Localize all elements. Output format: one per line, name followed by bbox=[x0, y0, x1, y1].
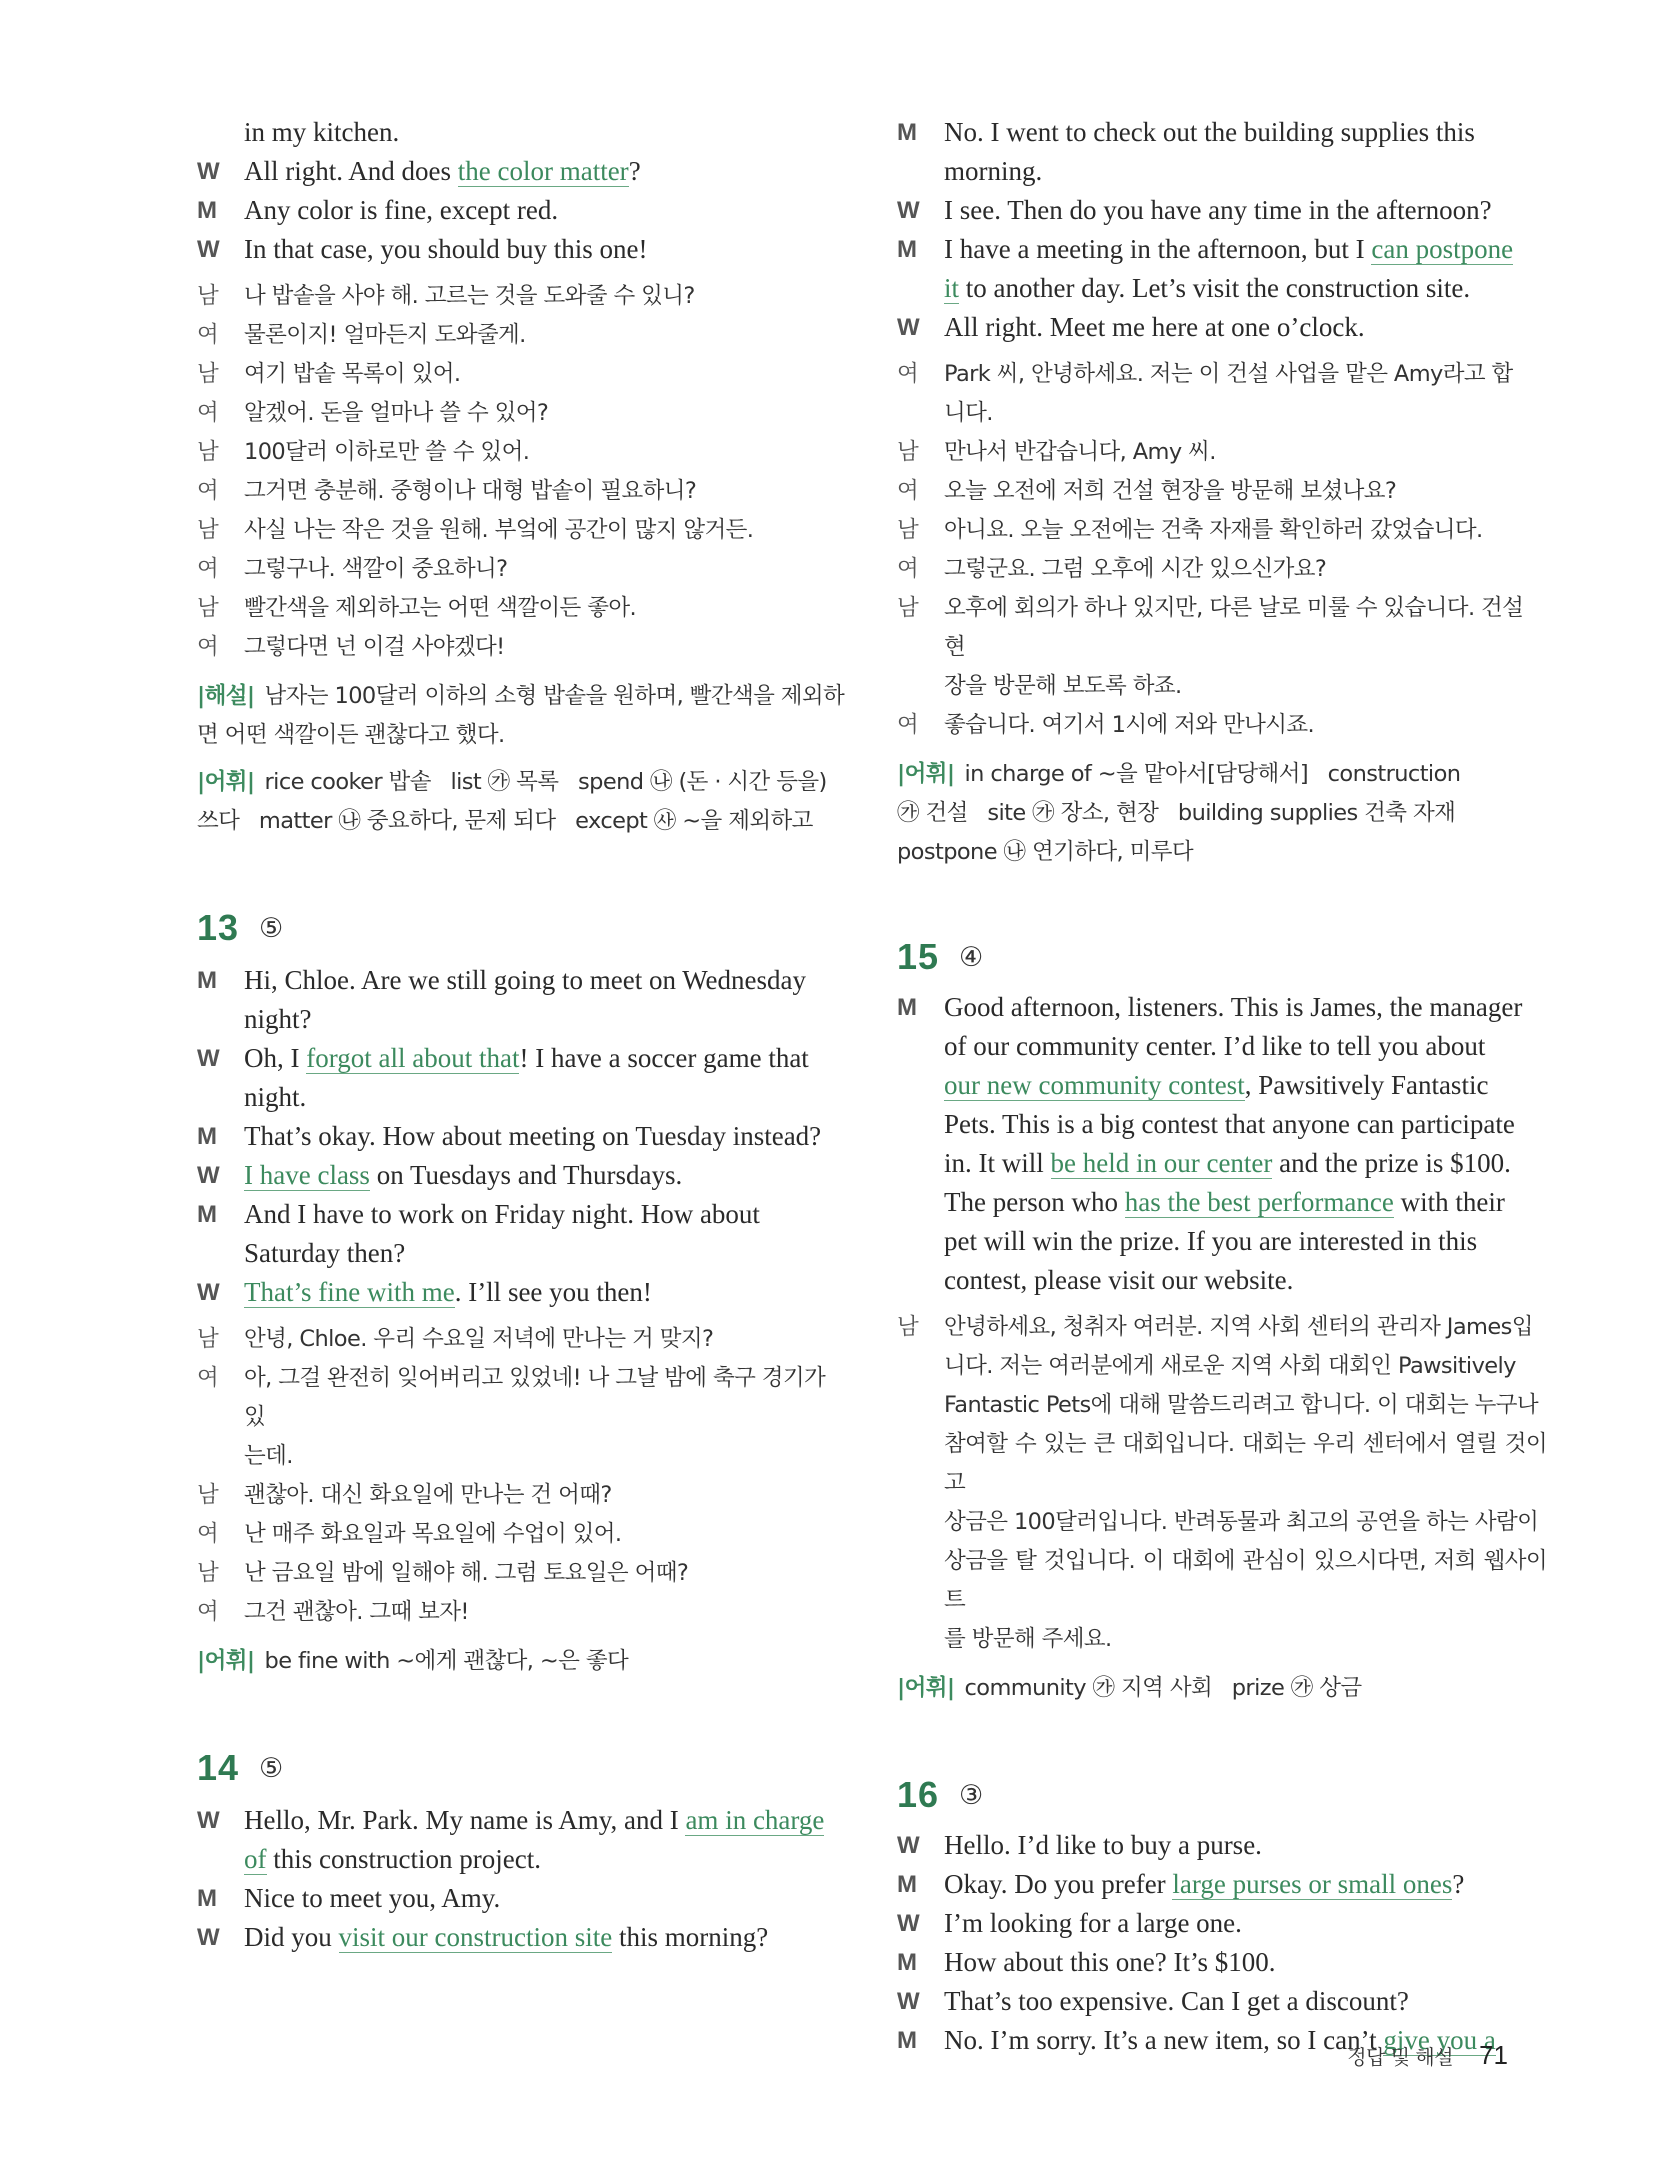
speaker-label: W bbox=[197, 1045, 220, 1072]
translation-text: 알겠어. 돈을 얼마나 쓸 수 있어? bbox=[244, 400, 549, 426]
speaker-label: W bbox=[197, 1162, 220, 1189]
answer-mark: ③ bbox=[959, 1779, 984, 1810]
highlighted-phrase: has the best performance bbox=[1124, 1187, 1394, 1217]
q13-vocabulary: |어휘| be fine with ~에게 괜찮다, ~은 좋다 bbox=[197, 1648, 629, 1674]
translation-text: 물론이지! 얼마든지 도와줄게. bbox=[244, 322, 526, 348]
translation-line bbox=[197, 433, 847, 472]
explanation-tag: |해설| bbox=[197, 683, 255, 709]
translation-text: 안녕, Chloe. 우리 수요일 저녁에 만나는 거 맞지? bbox=[244, 1326, 714, 1352]
right-column bbox=[897, 113, 1547, 2060]
translation-text: 참여할 수 있는 큰 대회입니다. 대회는 우리 센터에서 열릴 것이고 bbox=[944, 1431, 1547, 1496]
dialogue-line bbox=[197, 191, 847, 230]
dialogue-line bbox=[197, 1234, 847, 1273]
dialogue-text: pet will win the prize. If you are interested in this bbox=[944, 1226, 1478, 1256]
dialogue-text: this construction project. bbox=[266, 1844, 541, 1874]
translation-line bbox=[197, 628, 847, 667]
answer-mark: ⑤ bbox=[259, 1752, 284, 1783]
translation-text: 100달러 이하로만 쓸 수 있어. bbox=[244, 439, 530, 465]
translation-text: 그거면 충분해. 중형이나 대형 밥솥이 필요하니? bbox=[244, 478, 697, 504]
translation-text: Fantastic Pets에 대해 말씀드리려고 합니다. 이 대회는 누구나 bbox=[944, 1392, 1539, 1418]
translation-text: 좋습니다. 여기서 1시에 저와 만나시죠. bbox=[944, 712, 1315, 738]
dialogue-text: ! I have a soccer game that bbox=[519, 1043, 809, 1073]
speaker-label: 여 bbox=[197, 634, 219, 660]
speaker-label: W bbox=[197, 1924, 220, 1951]
dialogue-text: That’s too expensive. Can I get a discount? bbox=[944, 1986, 1409, 2016]
dialogue-text: That’s okay. How about meeting on Tuesday instead? bbox=[244, 1121, 822, 1151]
dialogue-text: In that case, you should buy this one! bbox=[244, 234, 648, 264]
dialogue-text: on Tuesdays and Thursdays. bbox=[369, 1160, 683, 1190]
dialogue-text: Hello. I’d like to buy a purse. bbox=[944, 1830, 1262, 1860]
dialogue-line bbox=[197, 230, 847, 269]
speaker-label: 남 bbox=[897, 1314, 919, 1340]
question-number: 16 bbox=[897, 1774, 940, 1815]
translation-line bbox=[897, 1347, 1547, 1386]
translation-line bbox=[197, 1515, 847, 1554]
translation-line bbox=[197, 1593, 847, 1632]
dialogue-line bbox=[197, 1918, 847, 1957]
vocab-tag: |어휘| bbox=[197, 769, 255, 795]
page-number: 71 bbox=[1479, 2040, 1508, 2070]
dialogue-line bbox=[197, 1039, 847, 1078]
dialogue-text: I have a meeting in the afternoon, but I bbox=[944, 234, 1372, 264]
highlighted-phrase: visit our construction site bbox=[338, 1922, 613, 1952]
dialogue-text: No. I went to check out the building supplies this bbox=[944, 117, 1475, 147]
q12-dialogue-continued bbox=[197, 113, 847, 269]
translation-line bbox=[897, 472, 1547, 511]
speaker-label: 남 bbox=[897, 595, 919, 621]
translation-text: 그렇구나. 색깔이 중요하니? bbox=[244, 556, 508, 582]
speaker-label: M bbox=[897, 1871, 917, 1898]
translation-line bbox=[897, 511, 1547, 550]
dialogue-line bbox=[197, 1879, 847, 1918]
dialogue-text: night. bbox=[244, 1082, 307, 1112]
translation-line bbox=[197, 550, 847, 589]
q15-vocabulary: |어휘| community ㉮ 지역 사회 prize ㉮ 상금 bbox=[897, 1675, 1362, 1701]
dialogue-text: Any color is fine, except red. bbox=[244, 195, 559, 225]
highlighted-phrase: the color matter bbox=[457, 156, 629, 186]
translation-line bbox=[897, 667, 1547, 706]
q15-dialogue bbox=[897, 988, 1547, 1300]
dialogue-line bbox=[897, 1982, 1547, 2021]
dialogue-text: morning. bbox=[944, 156, 1043, 186]
dialogue-text: All right. And does bbox=[244, 156, 458, 186]
dialogue-line bbox=[897, 1183, 1547, 1222]
translation-line bbox=[197, 277, 847, 316]
translation-line bbox=[897, 706, 1547, 745]
translation-text: 상금은 100달러입니다. 반려동물과 최고의 공연을 하는 사람이 bbox=[944, 1509, 1539, 1535]
q12-explanation: |해설| 남자는 100달러 이하의 소형 밥솥을 원하며, 빨간색을 제외하 면 어떤 색깔이든 괜찮다고 했다. bbox=[197, 683, 845, 748]
speaker-label: M bbox=[197, 197, 217, 224]
dialogue-text: All right. Meet me here at one o’clock. bbox=[944, 312, 1365, 342]
translation-text: 나 밥솥을 사야 해. 고르는 것을 도와줄 수 있니? bbox=[244, 283, 695, 309]
dialogue-text: I’m looking for a large one. bbox=[944, 1908, 1242, 1938]
translation-text: 만나서 반갑습니다, Amy 씨. bbox=[944, 439, 1216, 465]
left-column bbox=[197, 113, 847, 1957]
speaker-label: 남 bbox=[197, 361, 219, 387]
speaker-label: 남 bbox=[197, 1326, 219, 1352]
translation-line bbox=[897, 394, 1547, 433]
speaker-label: M bbox=[897, 119, 917, 146]
dialogue-line bbox=[197, 1078, 847, 1117]
translation-text: 를 방문해 주세요. bbox=[944, 1626, 1112, 1652]
dialogue-text: ? bbox=[628, 156, 641, 186]
dialogue-text: Good afternoon, listeners. This is James, the manager bbox=[944, 992, 1523, 1022]
dialogue-text: Hi, Chloe. Are we still going to meet on Wednesday bbox=[244, 965, 806, 995]
speaker-label: M bbox=[897, 1949, 917, 1976]
question-number: 15 bbox=[897, 936, 940, 977]
translation-line bbox=[897, 550, 1547, 589]
highlighted-phrase: be held in our center bbox=[1050, 1148, 1273, 1178]
speaker-label: W bbox=[897, 1910, 920, 1937]
speaker-label: 여 bbox=[197, 1365, 219, 1391]
dialogue-line bbox=[897, 1261, 1547, 1300]
translation-text: 니다. bbox=[944, 400, 993, 426]
dialogue-line bbox=[897, 1865, 1547, 1904]
dialogue-line bbox=[897, 308, 1547, 347]
translation-text: 난 매주 화요일과 목요일에 수업이 있어. bbox=[244, 1521, 622, 1547]
dialogue-line bbox=[897, 1027, 1547, 1066]
q15-korean-translation bbox=[897, 1308, 1547, 1659]
q12-korean-translation bbox=[197, 277, 847, 667]
translation-text: 여기 밥솥 목록이 있어. bbox=[244, 361, 461, 387]
translation-line bbox=[197, 1359, 847, 1437]
speaker-label: W bbox=[197, 236, 220, 263]
dialogue-text: of our community center. I’d like to tell you about bbox=[944, 1031, 1486, 1061]
dialogue-text: in my kitchen. bbox=[244, 117, 400, 147]
dialogue-text: to another day. Let’s visit the construction site. bbox=[959, 273, 1471, 303]
translation-text: 괜찮아. 대신 화요일에 만나는 건 어때? bbox=[244, 1482, 612, 1508]
q14-korean-translation bbox=[897, 355, 1547, 745]
dialogue-line bbox=[197, 1156, 847, 1195]
translation-text: 그건 괜찮아. 그때 보자! bbox=[244, 1599, 469, 1625]
dialogue-text: in. It will bbox=[944, 1148, 1051, 1178]
speaker-label: 남 bbox=[897, 439, 919, 465]
translation-text: 안녕하세요, 청취자 여러분. 지역 사회 센터의 관리자 James입 bbox=[944, 1314, 1533, 1340]
dialogue-text: The person who bbox=[944, 1187, 1125, 1217]
speaker-label: M bbox=[197, 967, 217, 994]
speaker-label: 여 bbox=[897, 556, 919, 582]
highlighted-phrase: can postpone bbox=[1371, 234, 1514, 264]
translation-line bbox=[197, 316, 847, 355]
q12-vocabulary: |어휘| rice cooker 밥솥 list ㉮ 목록 spend ㉯ (돈 · 시간 등을) 쓰다 matter ㉯ 중요하다, 문제 되다 except ㉴ ~을 제외하고 bbox=[197, 769, 827, 834]
dialogue-line bbox=[197, 152, 847, 191]
dialogue-text: this morning? bbox=[612, 1922, 769, 1952]
highlighted-phrase: give you a bbox=[1383, 2025, 1496, 2055]
speaker-label: 남 bbox=[897, 517, 919, 543]
q16-dialogue bbox=[897, 1826, 1547, 2060]
question-number: 14 bbox=[197, 1747, 240, 1788]
dialogue-text: How about this one? It’s $100. bbox=[944, 1947, 1276, 1977]
dialogue-line bbox=[897, 988, 1547, 1027]
speaker-label: 남 bbox=[197, 1482, 219, 1508]
dialogue-line bbox=[897, 113, 1547, 152]
question-15-header bbox=[897, 932, 1547, 982]
speaker-label: W bbox=[897, 314, 920, 341]
q13-dialogue bbox=[197, 961, 847, 1312]
speaker-label: M bbox=[197, 1123, 217, 1150]
translation-line bbox=[197, 472, 847, 511]
speaker-label: W bbox=[197, 1279, 220, 1306]
dialogue-line bbox=[897, 1943, 1547, 1982]
answer-mark: ⑤ bbox=[259, 912, 284, 943]
translation-text: 장을 방문해 보도록 하죠. bbox=[944, 673, 1182, 699]
dialogue-text: Saturday then? bbox=[244, 1238, 406, 1268]
q13-korean-translation bbox=[197, 1320, 847, 1632]
answer-mark: ④ bbox=[959, 941, 984, 972]
speaker-label: 여 bbox=[897, 478, 919, 504]
highlighted-phrase: of bbox=[244, 1844, 267, 1874]
translation-text: 그렇다면 넌 이걸 사야겠다! bbox=[244, 634, 505, 660]
dialogue-text: Oh, I bbox=[244, 1043, 307, 1073]
translation-text: 빨간색을 제외하고는 어떤 색깔이든 좋아. bbox=[244, 595, 637, 621]
translation-line bbox=[897, 1620, 1547, 1659]
dialogue-text: night? bbox=[244, 1004, 312, 1034]
q14-dialogue bbox=[197, 1801, 847, 1957]
question-14-header bbox=[197, 1743, 847, 1793]
dialogue-text: Pets. This is a big contest that anyone can participate bbox=[944, 1109, 1515, 1139]
dialogue-line bbox=[897, 1222, 1547, 1261]
translation-line bbox=[897, 1542, 1547, 1620]
speaker-label: 남 bbox=[197, 595, 219, 621]
speaker-label: 여 bbox=[197, 556, 219, 582]
speaker-label: M bbox=[197, 1201, 217, 1228]
translation-line bbox=[897, 433, 1547, 472]
question-13-header bbox=[197, 903, 847, 953]
highlighted-phrase: our new community contest bbox=[944, 1070, 1245, 1100]
translation-text: 아, 그걸 완전히 잊어버리고 있었네! 나 그날 밤에 축구 경기가 있 bbox=[244, 1365, 826, 1430]
speaker-label: W bbox=[897, 1832, 920, 1859]
dialogue-line bbox=[897, 191, 1547, 230]
speaker-label: M bbox=[897, 236, 917, 263]
dialogue-line bbox=[897, 1105, 1547, 1144]
dialogue-line bbox=[897, 269, 1547, 308]
speaker-label: 남 bbox=[197, 517, 219, 543]
dialogue-text: contest, please visit our website. bbox=[944, 1265, 1294, 1295]
dialogue-text: Okay. Do you prefer bbox=[944, 1869, 1173, 1899]
translation-text: Park 씨, 안녕하세요. 저는 이 건설 사업을 맡은 Amy라고 합 bbox=[944, 361, 1513, 387]
translation-line bbox=[197, 1437, 847, 1476]
page-footer bbox=[1347, 2040, 1508, 2071]
dialogue-line bbox=[897, 1144, 1547, 1183]
dialogue-line bbox=[197, 1273, 847, 1312]
speaker-label: W bbox=[897, 1988, 920, 2015]
speaker-label: 여 bbox=[197, 400, 219, 426]
dialogue-line bbox=[197, 961, 847, 1000]
dialogue-line bbox=[197, 1195, 847, 1234]
dialogue-text: ? bbox=[1452, 1869, 1465, 1899]
dialogue-line bbox=[197, 113, 847, 152]
translation-text: 오후에 회의가 하나 있지만, 다른 날로 미룰 수 있습니다. 건설 현 bbox=[944, 595, 1524, 660]
translation-line bbox=[897, 1503, 1547, 1542]
highlighted-phrase: forgot all about that bbox=[306, 1043, 520, 1073]
question-16-header bbox=[897, 1770, 1547, 1820]
speaker-label: 여 bbox=[897, 712, 919, 738]
speaker-label: 여 bbox=[897, 361, 919, 387]
translation-line bbox=[897, 1308, 1547, 1347]
speaker-label: M bbox=[897, 2027, 917, 2054]
translation-text: 는데. bbox=[244, 1443, 293, 1469]
dialogue-line bbox=[197, 1117, 847, 1156]
translation-text: 오늘 오전에 저희 건설 현장을 방문해 보셨나요? bbox=[944, 478, 1397, 504]
speaker-label: W bbox=[897, 197, 920, 224]
translation-line bbox=[197, 1554, 847, 1593]
vocab-tag: |어휘| bbox=[197, 1648, 255, 1674]
question-number: 13 bbox=[197, 907, 240, 948]
highlighted-phrase: That’s fine with me bbox=[244, 1277, 455, 1307]
translation-text: 니다. 저는 여러분에게 새로운 지역 사회 대회인 Pawsitively bbox=[944, 1353, 1516, 1379]
highlighted-phrase: large purses or small ones bbox=[1172, 1869, 1453, 1899]
translation-line bbox=[897, 589, 1547, 667]
speaker-label: 남 bbox=[197, 1560, 219, 1586]
dialogue-text: and the prize is $100. bbox=[1272, 1148, 1511, 1178]
dialogue-text: Did you bbox=[244, 1922, 339, 1952]
dialogue-line bbox=[897, 230, 1547, 269]
footer-label: 정답 및 해설 bbox=[1347, 2045, 1454, 2069]
speaker-label: 여 bbox=[197, 478, 219, 504]
dialogue-line bbox=[897, 1826, 1547, 1865]
speaker-label: W bbox=[197, 1807, 220, 1834]
translation-line bbox=[197, 589, 847, 628]
translation-line bbox=[897, 1425, 1547, 1503]
translation-text: 그렇군요. 그럼 오후에 시간 있으신가요? bbox=[944, 556, 1327, 582]
highlighted-phrase: I have class bbox=[244, 1160, 370, 1190]
translation-line bbox=[197, 355, 847, 394]
translation-text: 난 금요일 밤에 일해야 해. 그럼 토요일은 어때? bbox=[244, 1560, 689, 1586]
dialogue-text: , Pawsitively Fantastic bbox=[1244, 1070, 1489, 1100]
translation-line bbox=[197, 394, 847, 433]
dialogue-text: I see. Then do you have any time in the afternoon? bbox=[944, 195, 1492, 225]
speaker-label: 남 bbox=[197, 439, 219, 465]
vocab-tag: |어휘| bbox=[897, 761, 955, 787]
translation-text: 사실 나는 작은 것을 원해. 부엌에 공간이 많지 않거든. bbox=[244, 517, 754, 543]
dialogue-line bbox=[197, 1801, 847, 1840]
speaker-label: M bbox=[897, 994, 917, 1021]
q14-dialogue-continued bbox=[897, 113, 1547, 347]
highlighted-phrase: it bbox=[944, 273, 960, 303]
dialogue-text: with their bbox=[1393, 1187, 1505, 1217]
translation-text: 아니요. 오늘 오전에는 건축 자재를 확인하러 갔었습니다. bbox=[944, 517, 1483, 543]
vocab-tag: |어휘| bbox=[897, 1675, 955, 1701]
translation-line bbox=[197, 511, 847, 550]
dialogue-line bbox=[197, 1000, 847, 1039]
highlighted-phrase: am in charge bbox=[685, 1805, 825, 1835]
translation-line bbox=[197, 1476, 847, 1515]
q14-vocabulary: |어휘| in charge of ~을 맡아서[담당해서] construction ㉮ 건설 site ㉮ 장소, 현장 building supplies 건축 자재 postpone ㉯ 연기하다, 미루다 bbox=[897, 761, 1461, 865]
dialogue-text: And I have to work on Friday night. How about bbox=[244, 1199, 760, 1229]
translation-line bbox=[897, 1386, 1547, 1425]
translation-line bbox=[197, 1320, 847, 1359]
speaker-label: W bbox=[197, 158, 220, 185]
dialogue-text: Nice to meet you, Amy. bbox=[244, 1883, 501, 1913]
speaker-label: 남 bbox=[197, 283, 219, 309]
speaker-label: 여 bbox=[197, 1521, 219, 1547]
speaker-label: 여 bbox=[197, 1599, 219, 1625]
dialogue-line bbox=[897, 1066, 1547, 1105]
speaker-label: M bbox=[197, 1885, 217, 1912]
dialogue-line bbox=[897, 152, 1547, 191]
translation-line bbox=[897, 355, 1547, 394]
translation-text: 상금을 탈 것입니다. 이 대회에 관심이 있으시다면, 저희 웹사이트 bbox=[944, 1548, 1547, 1613]
dialogue-line bbox=[897, 1904, 1547, 1943]
dialogue-line bbox=[197, 1840, 847, 1879]
dialogue-text: . I’ll see you then! bbox=[454, 1277, 652, 1307]
dialogue-text: Hello, Mr. Park. My name is Amy, and I bbox=[244, 1805, 686, 1835]
speaker-label: 여 bbox=[197, 322, 219, 348]
dialogue-text: No. I’m sorry. It’s a new item, so I can’t bbox=[944, 2025, 1384, 2055]
